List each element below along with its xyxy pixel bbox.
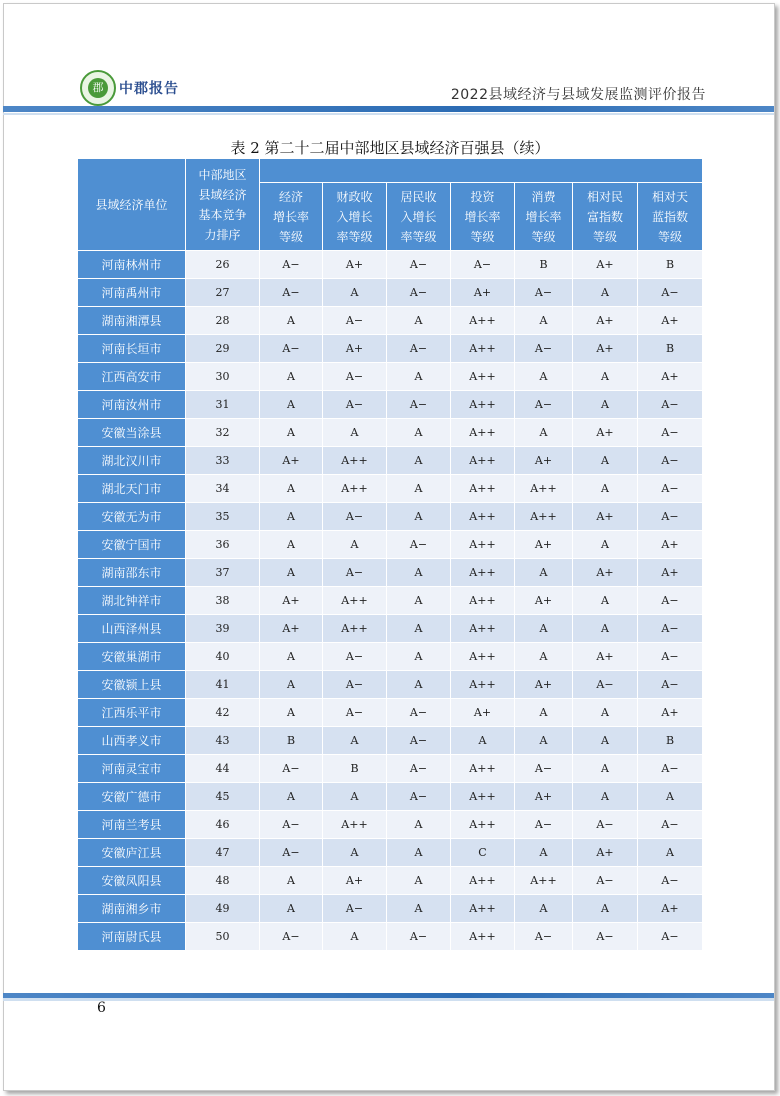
table-row [78, 363, 703, 391]
table-row [78, 419, 703, 447]
income-growth-grade-cell: A [387, 419, 451, 447]
county-name-cell: 河南林州市 [78, 251, 186, 279]
investment-growth-grade-cell: A++ [451, 391, 515, 419]
income-growth-grade-cell: A [387, 615, 451, 643]
fiscal-growth-grade-cell: A− [323, 671, 387, 699]
sky-index-grade-cell: A− [638, 279, 703, 307]
rank-cell: 45 [186, 783, 260, 811]
wealth-index-grade-cell: A [573, 895, 638, 923]
sky-index-grade-cell: A− [638, 419, 703, 447]
wealth-index-grade-cell: A+ [573, 643, 638, 671]
consumption-growth-grade-cell: A+ [515, 671, 573, 699]
sky-index-grade-cell: A− [638, 587, 703, 615]
investment-growth-grade-cell: A++ [451, 923, 515, 951]
sky-index-grade-cell: A− [638, 391, 703, 419]
rankings-table [77, 158, 703, 951]
county-name-cell: 安徽巢湖市 [78, 643, 186, 671]
sky-index-grade-cell: A+ [638, 363, 703, 391]
wealth-index-grade-cell: A [573, 699, 638, 727]
col-header-economic-growth [260, 183, 323, 251]
wealth-index-grade-cell: A− [573, 923, 638, 951]
consumption-growth-grade-cell: A [515, 643, 573, 671]
income-growth-grade-cell: A− [387, 335, 451, 363]
col-header-fiscal-growth [323, 183, 387, 251]
economic-growth-grade-cell: A− [260, 839, 323, 867]
fiscal-growth-grade-cell: A− [323, 307, 387, 335]
consumption-growth-grade-cell: A− [515, 811, 573, 839]
consumption-growth-grade-cell: A [515, 699, 573, 727]
rank-cell: 47 [186, 839, 260, 867]
investment-growth-grade-cell: A++ [451, 531, 515, 559]
sky-index-grade-cell: A+ [638, 895, 703, 923]
consumption-growth-grade-cell: A− [515, 923, 573, 951]
header-divider-thin [3, 113, 774, 115]
sky-index-grade-cell: A [638, 783, 703, 811]
economic-growth-grade-cell: A+ [260, 615, 323, 643]
consumption-growth-grade-cell: A++ [515, 867, 573, 895]
col-header-spacer [260, 159, 703, 183]
table-caption: 表 2 第二十二届中部地区县域经济百强县（续） [230, 139, 550, 157]
table-row [78, 839, 703, 867]
fiscal-growth-grade-cell: A [323, 279, 387, 307]
economic-growth-grade-cell: A [260, 531, 323, 559]
income-growth-grade-cell: A [387, 363, 451, 391]
fiscal-growth-grade-cell: A [323, 783, 387, 811]
col-header-line: 基本竞争 [198, 207, 247, 222]
income-growth-grade-cell: A [387, 643, 451, 671]
rank-cell: 38 [186, 587, 260, 615]
sky-index-grade-cell: B [638, 727, 703, 755]
wealth-index-grade-cell: A− [573, 811, 638, 839]
investment-growth-grade-cell: A++ [451, 419, 515, 447]
county-name-cell: 湖北天门市 [78, 475, 186, 503]
header-divider [3, 106, 774, 112]
fiscal-growth-grade-cell: A++ [323, 811, 387, 839]
economic-growth-grade-cell: A [260, 503, 323, 531]
county-name-cell: 湖南湘乡市 [78, 895, 186, 923]
col-header-consumption-growth [515, 183, 573, 251]
table-row [78, 643, 703, 671]
investment-growth-grade-cell: A++ [451, 447, 515, 475]
county-name-cell: 河南尉氏县 [78, 923, 186, 951]
table-row [78, 531, 703, 559]
wealth-index-grade-cell: A+ [573, 307, 638, 335]
county-name-cell: 湖南湘潭县 [78, 307, 186, 335]
investment-growth-grade-cell: A++ [451, 783, 515, 811]
wealth-index-grade-cell: A [573, 531, 638, 559]
county-name-cell: 河南兰考县 [78, 811, 186, 839]
consumption-growth-grade-cell: A [515, 419, 573, 447]
fiscal-growth-grade-cell: A− [323, 559, 387, 587]
investment-growth-grade-cell: C [451, 839, 515, 867]
col-header-line: 增长率 [525, 209, 562, 224]
table-row [78, 895, 703, 923]
sky-index-grade-cell: A− [638, 615, 703, 643]
fiscal-growth-grade-cell: A++ [323, 615, 387, 643]
fiscal-growth-grade-cell: B [323, 755, 387, 783]
investment-growth-grade-cell: A++ [451, 867, 515, 895]
wealth-index-grade-cell: A [573, 755, 638, 783]
wealth-index-grade-cell: A [573, 587, 638, 615]
wealth-index-grade-cell: A− [573, 671, 638, 699]
economic-growth-grade-cell: A [260, 419, 323, 447]
table-row [78, 587, 703, 615]
col-header-rank [186, 159, 260, 251]
col-header-line: 消费 [531, 189, 556, 204]
income-growth-grade-cell: A− [387, 699, 451, 727]
economic-growth-grade-cell: A [260, 895, 323, 923]
rank-cell: 48 [186, 867, 260, 895]
col-header-line: 等级 [531, 229, 556, 244]
col-header-line: 富指数 [586, 209, 623, 224]
wealth-index-grade-cell: A [573, 279, 638, 307]
investment-growth-grade-cell: A++ [451, 587, 515, 615]
county-name-cell: 安徽广德市 [78, 783, 186, 811]
county-name-cell: 湖北钟祥市 [78, 587, 186, 615]
county-name-cell: 安徽凤阳县 [78, 867, 186, 895]
investment-growth-grade-cell: A [451, 727, 515, 755]
income-growth-grade-cell: A [387, 475, 451, 503]
income-growth-grade-cell: A [387, 895, 451, 923]
col-header-sky-index [638, 183, 703, 251]
rank-cell: 33 [186, 447, 260, 475]
income-growth-grade-cell: A− [387, 923, 451, 951]
investment-growth-grade-cell: A++ [451, 363, 515, 391]
table-row [78, 727, 703, 755]
income-growth-grade-cell: A [387, 559, 451, 587]
rank-cell: 37 [186, 559, 260, 587]
sky-index-grade-cell: A− [638, 671, 703, 699]
table-row [78, 671, 703, 699]
consumption-growth-grade-cell: A+ [515, 447, 573, 475]
consumption-growth-grade-cell: B [515, 251, 573, 279]
logo-emblem-icon [80, 70, 116, 106]
economic-growth-grade-cell: A+ [260, 587, 323, 615]
income-growth-grade-cell: A [387, 307, 451, 335]
col-header-line: 经济 [278, 189, 303, 204]
fiscal-growth-grade-cell: A− [323, 391, 387, 419]
table-row [78, 279, 703, 307]
income-growth-grade-cell: A− [387, 279, 451, 307]
county-name-cell: 山西孝义市 [78, 727, 186, 755]
col-header-line: 县域经济 [198, 187, 247, 202]
investment-growth-grade-cell: A++ [451, 559, 515, 587]
wealth-index-grade-cell: A+ [573, 335, 638, 363]
col-header-line: 居民收 [400, 189, 437, 204]
rank-cell: 32 [186, 419, 260, 447]
consumption-growth-grade-cell: A− [515, 755, 573, 783]
economic-growth-grade-cell: A [260, 475, 323, 503]
economic-growth-grade-cell: A− [260, 755, 323, 783]
col-header-line: 财政收 [336, 189, 373, 204]
income-growth-grade-cell: A [387, 811, 451, 839]
col-header-line: 入增长 [336, 209, 373, 224]
consumption-growth-grade-cell: A [515, 839, 573, 867]
sky-index-grade-cell: A+ [638, 307, 703, 335]
income-growth-grade-cell: A [387, 671, 451, 699]
wealth-index-grade-cell: A [573, 363, 638, 391]
county-name-cell: 安徽宁国市 [78, 531, 186, 559]
fiscal-growth-grade-cell: A++ [323, 475, 387, 503]
wealth-index-grade-cell: A+ [573, 559, 638, 587]
economic-growth-grade-cell: A− [260, 335, 323, 363]
county-name-cell: 湖南邵东市 [78, 559, 186, 587]
economic-growth-grade-cell: B [260, 727, 323, 755]
county-name-cell: 安徽庐江县 [78, 839, 186, 867]
rank-cell: 26 [186, 251, 260, 279]
wealth-index-grade-cell: A [573, 727, 638, 755]
rank-cell: 31 [186, 391, 260, 419]
economic-growth-grade-cell: A [260, 391, 323, 419]
income-growth-grade-cell: A− [387, 783, 451, 811]
rank-cell: 35 [186, 503, 260, 531]
rank-cell: 44 [186, 755, 260, 783]
table-row [78, 307, 703, 335]
investment-growth-grade-cell: A++ [451, 811, 515, 839]
economic-growth-grade-cell: A [260, 643, 323, 671]
sky-index-grade-cell: A− [638, 811, 703, 839]
wealth-index-grade-cell: A+ [573, 251, 638, 279]
economic-growth-grade-cell: A [260, 699, 323, 727]
wealth-index-grade-cell: A+ [573, 419, 638, 447]
sky-index-grade-cell: A+ [638, 531, 703, 559]
fiscal-growth-grade-cell: A− [323, 643, 387, 671]
economic-growth-grade-cell: A− [260, 279, 323, 307]
consumption-growth-grade-cell: A− [515, 335, 573, 363]
fiscal-growth-grade-cell: A− [323, 503, 387, 531]
fiscal-growth-grade-cell: A+ [323, 335, 387, 363]
col-header-line: 蓝指数 [652, 209, 689, 224]
fiscal-growth-grade-cell: A++ [323, 447, 387, 475]
fiscal-growth-grade-cell: A [323, 839, 387, 867]
consumption-growth-grade-cell: A++ [515, 503, 573, 531]
investment-growth-grade-cell: A+ [451, 699, 515, 727]
col-header-investment-growth [451, 183, 515, 251]
income-growth-grade-cell: A [387, 867, 451, 895]
col-header-line: 投资 [470, 189, 495, 204]
economic-growth-grade-cell: A [260, 783, 323, 811]
income-growth-grade-cell: A− [387, 391, 451, 419]
consumption-growth-grade-cell: A− [515, 279, 573, 307]
county-name-cell: 山西泽州县 [78, 615, 186, 643]
fiscal-growth-grade-cell: A− [323, 363, 387, 391]
table-row [78, 783, 703, 811]
investment-growth-grade-cell: A++ [451, 475, 515, 503]
rank-cell: 34 [186, 475, 260, 503]
rank-cell: 50 [186, 923, 260, 951]
sky-index-grade-cell: B [638, 251, 703, 279]
wealth-index-grade-cell: A [573, 447, 638, 475]
col-header-line: 增长率 [272, 209, 309, 224]
page-number: 6 [97, 1000, 106, 1016]
col-header-line: 率等级 [336, 229, 373, 244]
income-growth-grade-cell: A− [387, 727, 451, 755]
consumption-growth-grade-cell: A+ [515, 783, 573, 811]
economic-growth-grade-cell: A [260, 671, 323, 699]
wealth-index-grade-cell: A [573, 391, 638, 419]
economic-growth-grade-cell: A [260, 363, 323, 391]
wealth-index-grade-cell: A+ [573, 839, 638, 867]
economic-growth-grade-cell: A [260, 559, 323, 587]
income-growth-grade-cell: A [387, 839, 451, 867]
investment-growth-grade-cell: A++ [451, 503, 515, 531]
rank-cell: 39 [186, 615, 260, 643]
economic-growth-grade-cell: A [260, 867, 323, 895]
fiscal-growth-grade-cell: A− [323, 699, 387, 727]
rank-cell: 28 [186, 307, 260, 335]
table-row [78, 335, 703, 363]
county-name-cell: 河南长垣市 [78, 335, 186, 363]
rank-cell: 49 [186, 895, 260, 923]
table-row [78, 391, 703, 419]
consumption-growth-grade-cell: A [515, 615, 573, 643]
sky-index-grade-cell: A− [638, 755, 703, 783]
rank-cell: 29 [186, 335, 260, 363]
fiscal-growth-grade-cell: A++ [323, 587, 387, 615]
income-growth-grade-cell: A [387, 503, 451, 531]
wealth-index-grade-cell: A+ [573, 503, 638, 531]
investment-growth-grade-cell: A++ [451, 671, 515, 699]
consumption-growth-grade-cell: A [515, 727, 573, 755]
table-row [78, 699, 703, 727]
fiscal-growth-grade-cell: A+ [323, 867, 387, 895]
investment-growth-grade-cell: A+ [451, 279, 515, 307]
income-growth-grade-cell: A− [387, 755, 451, 783]
rank-cell: 27 [186, 279, 260, 307]
col-header-line: 等级 [658, 229, 683, 244]
table-row [78, 447, 703, 475]
col-header-line: 相对天 [652, 189, 689, 204]
table-row [78, 867, 703, 895]
table-row [78, 923, 703, 951]
sky-index-grade-cell: A− [638, 503, 703, 531]
col-header-line: 入增长 [400, 209, 437, 224]
fiscal-growth-grade-cell: A− [323, 895, 387, 923]
economic-growth-grade-cell: A− [260, 923, 323, 951]
logo-mark: 郡 [88, 78, 108, 98]
county-name-cell: 湖北汉川市 [78, 447, 186, 475]
sky-index-grade-cell: A− [638, 447, 703, 475]
table-row [78, 475, 703, 503]
col-header-wealth-index [573, 183, 638, 251]
fiscal-growth-grade-cell: A+ [323, 251, 387, 279]
table-row [78, 615, 703, 643]
footer-divider-thin [3, 998, 774, 1001]
economic-growth-grade-cell: A [260, 307, 323, 335]
col-header-line: 相对民 [586, 189, 623, 204]
consumption-growth-grade-cell: A− [515, 391, 573, 419]
income-growth-grade-cell: A− [387, 531, 451, 559]
consumption-growth-grade-cell: A+ [515, 531, 573, 559]
table-row [78, 559, 703, 587]
economic-growth-grade-cell: A+ [260, 447, 323, 475]
income-growth-grade-cell: A [387, 447, 451, 475]
economic-growth-grade-cell: A− [260, 251, 323, 279]
investment-growth-grade-cell: A++ [451, 755, 515, 783]
sky-index-grade-cell: A− [638, 643, 703, 671]
col-header-line: 等级 [592, 229, 617, 244]
consumption-growth-grade-cell: A [515, 307, 573, 335]
col-header-line: 率等级 [400, 229, 437, 244]
county-name-cell: 安徽当涂县 [78, 419, 186, 447]
rank-cell: 40 [186, 643, 260, 671]
consumption-growth-grade-cell: A [515, 363, 573, 391]
col-header-line: 县域经济单位 [95, 197, 168, 212]
consumption-growth-grade-cell: A [515, 895, 573, 923]
logo [77, 70, 187, 110]
rank-cell: 41 [186, 671, 260, 699]
fiscal-growth-grade-cell: A [323, 923, 387, 951]
report-title: 2022县域经济与县域发展监测评价报告 [450, 87, 706, 103]
col-header-line: 力排序 [204, 227, 241, 242]
wealth-index-grade-cell: A [573, 475, 638, 503]
rank-cell: 30 [186, 363, 260, 391]
sky-index-grade-cell: A− [638, 475, 703, 503]
table-row [78, 251, 703, 279]
sky-index-grade-cell: A− [638, 867, 703, 895]
sky-index-grade-cell: A+ [638, 699, 703, 727]
table-row [78, 503, 703, 531]
wealth-index-grade-cell: A [573, 615, 638, 643]
rank-cell: 36 [186, 531, 260, 559]
investment-growth-grade-cell: A++ [451, 643, 515, 671]
economic-growth-grade-cell: A− [260, 811, 323, 839]
table-row [78, 811, 703, 839]
investment-growth-grade-cell: A− [451, 251, 515, 279]
rank-cell: 42 [186, 699, 260, 727]
sky-index-grade-cell: A+ [638, 559, 703, 587]
investment-growth-grade-cell: A++ [451, 307, 515, 335]
rank-cell: 43 [186, 727, 260, 755]
fiscal-growth-grade-cell: A [323, 727, 387, 755]
col-header-line: 等级 [470, 229, 495, 244]
investment-growth-grade-cell: A++ [451, 895, 515, 923]
col-header-line: 增长率 [464, 209, 501, 224]
logo-text: 中郡报告 [119, 81, 179, 97]
consumption-growth-grade-cell: A++ [515, 475, 573, 503]
wealth-index-grade-cell: A [573, 783, 638, 811]
county-name-cell: 河南汝州市 [78, 391, 186, 419]
county-name-cell: 江西高安市 [78, 363, 186, 391]
sky-index-grade-cell: B [638, 335, 703, 363]
fiscal-growth-grade-cell: A [323, 419, 387, 447]
col-header-unit [78, 159, 186, 251]
county-name-cell: 安徽无为市 [78, 503, 186, 531]
col-header-line: 中部地区 [198, 167, 247, 182]
consumption-growth-grade-cell: A+ [515, 587, 573, 615]
table-row [78, 755, 703, 783]
rank-cell: 46 [186, 811, 260, 839]
income-growth-grade-cell: A− [387, 251, 451, 279]
investment-growth-grade-cell: A++ [451, 615, 515, 643]
col-header-line: 等级 [278, 229, 303, 244]
county-name-cell: 河南灵宝市 [78, 755, 186, 783]
sky-index-grade-cell: A [638, 839, 703, 867]
investment-growth-grade-cell: A++ [451, 335, 515, 363]
county-name-cell: 河南禹州市 [78, 279, 186, 307]
wealth-index-grade-cell: A− [573, 867, 638, 895]
income-growth-grade-cell: A [387, 587, 451, 615]
col-header-income-growth [387, 183, 451, 251]
table-body [78, 251, 703, 951]
county-name-cell: 安徽颍上县 [78, 671, 186, 699]
sky-index-grade-cell: A− [638, 923, 703, 951]
county-name-cell: 江西乐平市 [78, 699, 186, 727]
fiscal-growth-grade-cell: A [323, 531, 387, 559]
consumption-growth-grade-cell: A [515, 559, 573, 587]
